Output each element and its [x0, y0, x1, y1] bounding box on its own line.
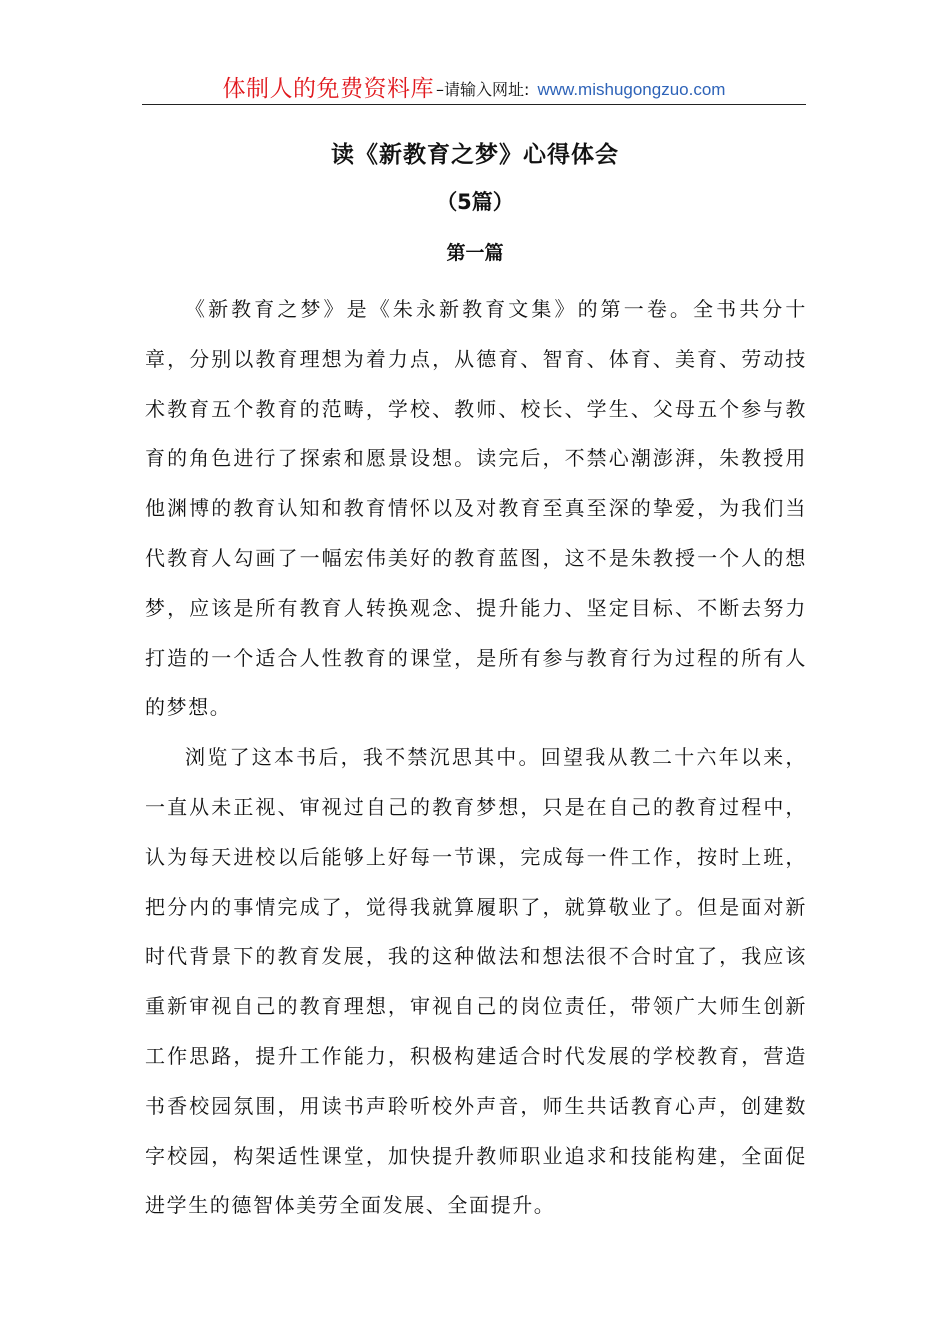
- paragraph-1: 《新教育之梦》是《朱永新教育文集》的第一卷。全书共分十章，分别以教育理想为着力点，从德育、智育、体育、美育、劳动技术教育五个教育的范畴，学校、教师、校长、学生、父母五个参与教育的角色进行了探索和愿景设想。读完后，不禁心潮澎湃，朱教授用他渊博的教育认知和教育情怀以及对教育至真至深的挚爱，为我们当代教育人勾画了一幅宏伟美好的教育蓝图，这不是朱教授一个人的想梦，应该是所有教育人转换观念、提升能力、坚定目标、不断去努力打造的一个适合人性教育的课堂，是所有参与教育行为过程的所有人的梦想。: [145, 297, 807, 720]
- document-body: [145, 285, 807, 1231]
- document-title: 读《新教育之梦》心得体会: [331, 142, 619, 168]
- page-header: [142, 72, 806, 105]
- paragraph-2: 浏览了这本书后，我不禁沉思其中。回望我从教二十六年以来，一直从未正视、审视过自己的教育梦想，只是在自己的教育过程中，认为每天进校以后能够上好每一节课，完成每一件工作，按时上班，把分内的事情完成了，觉得我就算履职了，就算敬业了。但是面对新时代背景下的教育发展，我的这种做法和想法很不合时宜了，我应该重新审视自己的教育理想，审视自己的岗位责任，带领广大师生创新工作思路，提升工作能力，积极构建适合时代发展的学校教育，营造书香校园氛围，用读书声聆听校外声音，师生共话教育心声，创建数字校园，构架适性课堂，加快提升教师职业追求和技能构建，全面促进学生的德智体美劳全面发展、全面提升。: [145, 745, 807, 1218]
- section-title: 第一篇: [446, 242, 504, 264]
- header-brand: 体制人的免费资料库: [222, 76, 435, 102]
- header-url-link[interactable]: www.mishugongzuo.com: [537, 80, 726, 99]
- document-count: （5篇）: [436, 190, 514, 214]
- header-prompt: –请输入网址:: [436, 80, 530, 99]
